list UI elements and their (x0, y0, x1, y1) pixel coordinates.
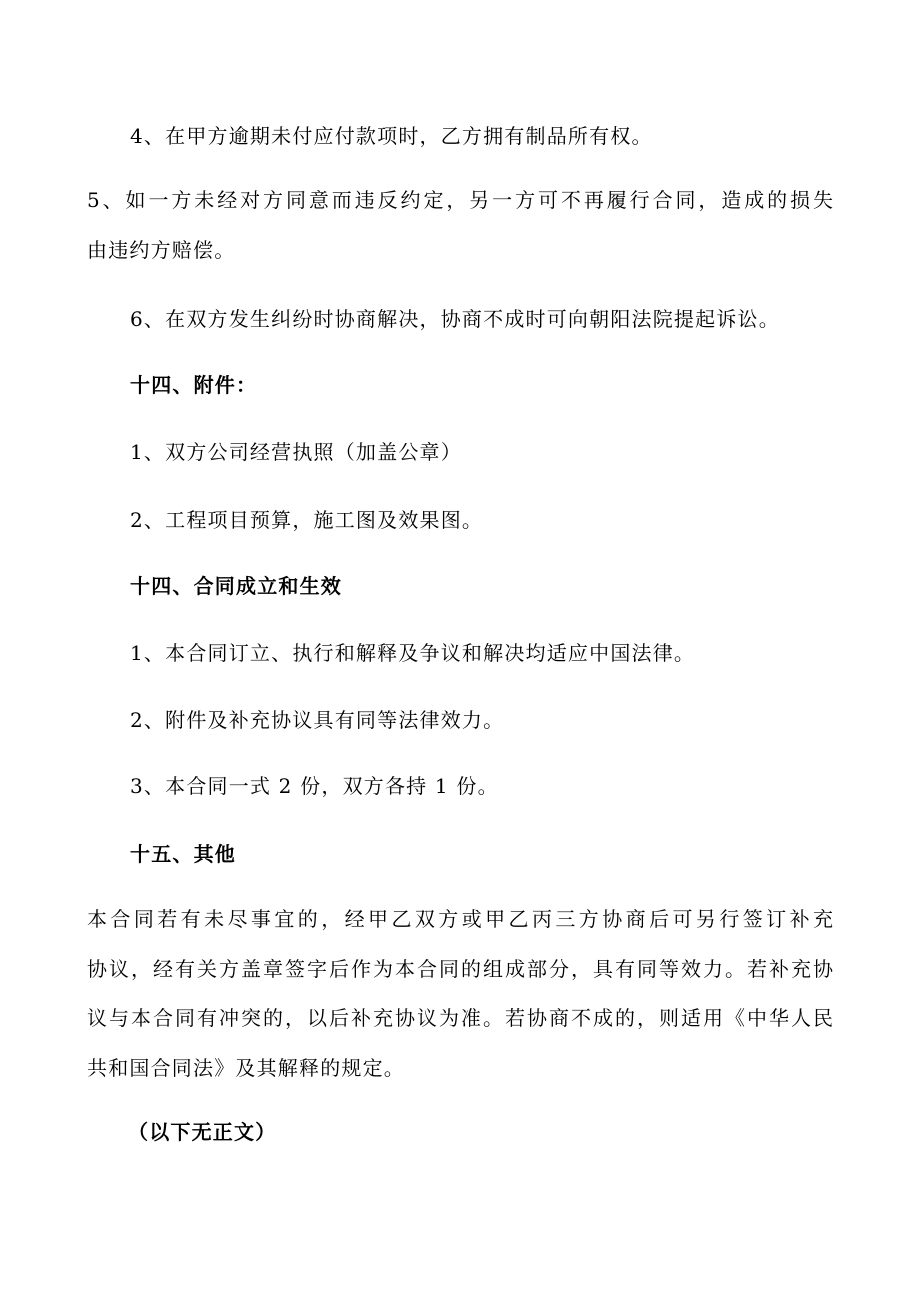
other-paragraph-line-1: 本合同若有未尽事宜的，经甲乙双方或甲乙丙三方协商后可另行签订补充 (87, 907, 833, 931)
clause-item-4: 4、在甲方逾期未付应付款项时，乙方拥有制品所有权。 (130, 124, 653, 148)
effect-item-2: 2、附件及补充协议具有同等法律效力。 (130, 708, 505, 732)
attachment-item-1: 1、双方公司经营执照（加盖公章） (130, 440, 462, 464)
section-heading-other: 十五、其他 (130, 842, 236, 866)
end-note: （以下无正文） (128, 1120, 277, 1144)
other-paragraph-line-2: 协议，经有关方盖章签字后作为本合同的组成部分，具有同等效力。若补充协 (87, 957, 833, 981)
attachment-item-2: 2、工程项目预算，施工图及效果图。 (130, 508, 484, 532)
other-paragraph-line-3: 议与本合同有冲突的，以后补充协议为准。若协商不成的，则适用《中华人民 (87, 1006, 833, 1030)
effect-item-3: 3、本合同一式 2 份，双方各持 1 份。 (130, 774, 499, 798)
clause-item-5-line-1: 5、如一方未经对方同意而违反约定，另一方可不再履行合同，造成的损失 (87, 188, 833, 212)
effect-item-1: 1、本合同订立、执行和解释及争议和解决均适应中国法律。 (130, 641, 696, 665)
section-heading-attachments: 十四、附件： (130, 373, 258, 397)
clause-item-5-line-2: 由违约方赔偿。 (87, 238, 236, 262)
other-paragraph-line-4: 共和国合同法》及其解释的规定。 (87, 1056, 405, 1080)
section-heading-effect: 十四、合同成立和生效 (130, 574, 342, 598)
clause-item-6: 6、在双方发生纠纷时协商解决，协商不成时可向朝阳法院提起诉讼。 (130, 307, 780, 331)
